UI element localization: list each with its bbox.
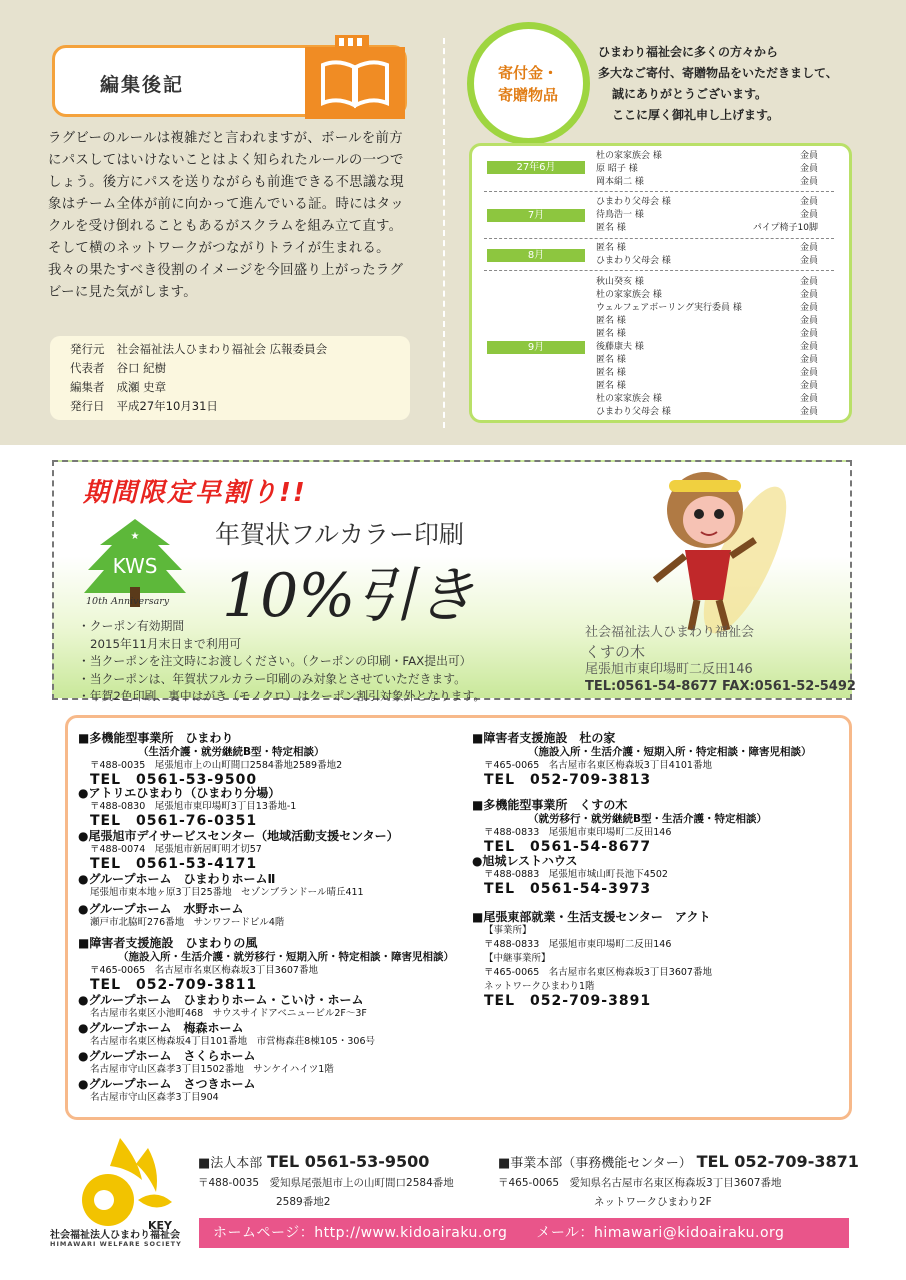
donations-msg-line: ここに厚く御礼申し上げます。	[612, 108, 780, 122]
donor-row: ひまわり父母会 様 金員	[596, 256, 818, 266]
org-logo-english: HIMAWARI WELFARE SOCIETY	[50, 1240, 182, 1248]
coupon-term: ・クーポン有効期間	[78, 619, 185, 633]
facility-name: ●グループホーム 梅森ホーム	[78, 1021, 244, 1035]
facility-act	[472, 910, 712, 1008]
month-label-august: 8月	[487, 249, 585, 262]
facility-tel[interactable]: TEL 052-709-3813	[484, 772, 652, 788]
donations-title-line1: 寄付金・	[497, 64, 558, 82]
facility-mori-no-ie	[472, 731, 812, 787]
coupon-terms	[78, 618, 485, 706]
hq-tel[interactable]: TEL 0561-53-9500	[267, 1152, 430, 1171]
donations-msg-line: 誠にありがとうございます。	[612, 87, 768, 101]
donor-row: 待鳥浩一 様 金員	[596, 210, 818, 220]
donations-title	[478, 62, 578, 106]
donor-row: 杜の家家族会 様 金員	[596, 290, 818, 300]
publisher: 社会福祉法人ひまわり福祉会 広報委員会	[116, 342, 328, 356]
facility-services: （就労移行・就労継続B型・生活介護・特定相談）	[528, 813, 768, 825]
facility-tel[interactable]: TEL 0561-54-3973	[484, 881, 652, 897]
facility-services: （施設入所・生活介護・短期入所・特定相談・障害児相談）	[528, 746, 812, 758]
facility-address: ネットワークひまわり1階	[484, 981, 595, 992]
facility-name: ●グループホーム ひまわりホーム・こいけ・ホーム	[78, 993, 364, 1007]
kws-label: KWS	[112, 554, 158, 578]
website-email-bar[interactable]: ホームページ：http://www.kidoairaku.org メール：himawari@kidoairaku.org	[199, 1218, 849, 1248]
biz-hq-tel[interactable]: TEL 052-709-3871	[696, 1152, 859, 1171]
hq-address-line: 〒488-0035 愛知県尾張旭市上の山町間口2584番地	[198, 1177, 454, 1189]
editor-body: ラグビーのルールは複雑だと言われますが、ボールを前方にパスしてはいけないことはよく知られたルールの一つでしょう。後方にパスを送りながらも前進できる不思議な現象はチーム全体が前に向かって進んでいる証。時にはタックルを受け倒れることもあるがスクラムを組み立て直す。そして横のネットワークがつながりトライが生まれる。我々の果たすべき役割のイメージを今回盛り上がったラグビーに見た気がします。	[48, 131, 404, 300]
facility-office-label: 【事業所】	[484, 925, 532, 936]
publisher-label: 発行元	[70, 342, 105, 356]
facility-address: 〒465-0065 名古屋市名東区梅森坂3丁目4101番地	[484, 760, 712, 771]
facility-address: 〒488-0883 尾張旭市城山町長池下4502	[484, 869, 668, 880]
donor-row: 匿名 様 金員	[596, 355, 818, 365]
facility-day-service	[78, 829, 399, 871]
monkey-mascot-icon	[605, 470, 805, 640]
month-label-june: 27年6月	[487, 161, 585, 174]
facility-address: 〒488-0830 尾張旭市東印場町3丁目13番地-1	[90, 801, 297, 812]
facility-koike-home	[78, 993, 367, 1021]
facility-tel[interactable]: TEL 052-709-3811	[90, 977, 258, 993]
facility-sakura-home	[78, 1049, 334, 1077]
coupon-subtitle: 年賀状フルカラー印刷	[215, 520, 465, 549]
anniversary-label: 10th Anniversary	[86, 596, 170, 607]
facility-himawari-home2	[78, 872, 364, 900]
facility-name: ■多機能型事業所 くすの木	[472, 798, 628, 812]
facility-name: ■障害者支援施設 ひまわりの風	[78, 936, 258, 950]
donations-message	[598, 42, 868, 126]
facility-name: ■尾張東部就業・生活支援センター アクト	[472, 910, 711, 924]
himawari-logo	[60, 1130, 200, 1235]
facility-tel[interactable]: TEL 0561-53-4171	[90, 856, 258, 872]
facility-name: ●旭城レストハウス	[472, 854, 578, 868]
biz-hq-address	[498, 1174, 781, 1212]
donor-row: 匿名 様 金員	[596, 368, 818, 378]
separator	[484, 238, 834, 239]
facility-address: 名古屋市守山区森孝3丁目904	[90, 1092, 219, 1103]
facility-atelier	[78, 786, 296, 828]
representative: 谷口 紀樹	[116, 361, 167, 375]
org-address: 尾張旭市東印場町二反田146	[585, 662, 753, 677]
facility-mizuno-home	[78, 902, 284, 930]
coupon-organization	[585, 624, 754, 680]
donor-row: 匿名 様 金員	[596, 243, 818, 253]
facility-tel[interactable]: TEL 0561-53-9500	[90, 772, 258, 788]
facility-address: 〒488-0833 尾張旭市東印場町二反田146	[484, 827, 672, 838]
facility-tel[interactable]: TEL 0561-76-0351	[90, 813, 258, 829]
coupon-tel: TEL:0561-54-8677 FAX:0561-52-5492	[585, 679, 856, 694]
facility-satsuki-home	[78, 1077, 256, 1105]
facility-name: ●グループホーム さつきホーム	[78, 1077, 256, 1091]
month-label-september: 9月	[487, 341, 585, 354]
book-icon	[305, 35, 405, 119]
donations-msg-line: 多大なご寄付、寄贈物品をいただきまして、	[598, 66, 838, 80]
donor-row: 匿名 様 パイプ椅子10脚	[596, 223, 818, 233]
facility-services: （生活介護・就労継続B型・特定相談）	[138, 746, 325, 758]
donor-row: 後藤康夫 様 金員	[596, 342, 818, 352]
donor-row: 匿名 様 金員	[596, 381, 818, 391]
biz-address-line: 〒465-0065 愛知県名古屋市名東区梅森坂3丁目3607番地	[498, 1177, 782, 1189]
facility-name: ■多機能型事業所 ひまわり	[78, 731, 234, 745]
hq-address-line: 2589番地2	[276, 1196, 331, 1208]
separator	[484, 270, 834, 271]
donations-title-line2: 寄贈物品	[497, 86, 558, 104]
facility-address: 瀬戸市北脇町276番地 サンワフードビル4階	[90, 917, 285, 928]
facility-rest-house	[472, 854, 668, 896]
biz-hq-label: ■事業本部（事務機能センター）	[498, 1156, 692, 1171]
facility-name: ●尾張旭市デイサービスセンター（地域活動支援センター）	[78, 829, 399, 843]
editor-name: 成瀬 史章	[116, 380, 167, 394]
facility-name: ●グループホーム ひまわりホームⅡ	[78, 872, 276, 886]
facility-address: 〒465-0065 名古屋市名東区梅森坂3丁目3607番地	[484, 967, 712, 978]
month-label-july: 7月	[487, 209, 585, 222]
facility-tel[interactable]: TEL 0561-54-8677	[484, 839, 652, 855]
facility-address: 〒488-0833 尾張旭市東印場町二反田146	[484, 939, 672, 950]
facility-address: 〒465-0065 名古屋市名東区梅森坂3丁目3607番地	[90, 965, 318, 976]
svg-text:★: ★	[130, 531, 140, 542]
hq-title	[198, 1152, 429, 1171]
facility-relay-label: 【中継事業所】	[484, 953, 551, 964]
coupon-discount: 10%引き	[222, 561, 476, 631]
org-name: 社会福祉法人ひまわり福祉会	[585, 625, 755, 640]
editor-title: 編集後記	[100, 74, 185, 96]
donor-row: 杜の家家族会 様 金員	[596, 394, 818, 404]
facility-himawari	[78, 731, 342, 787]
donor-row: 杜の家家族会 様 金員	[596, 151, 818, 161]
facility-name: ●グループホーム 水野ホーム	[78, 902, 244, 916]
facility-name: ●グループホーム さくらホーム	[78, 1049, 256, 1063]
publication-info	[50, 336, 410, 420]
divider	[443, 38, 445, 428]
rep-label: 代表者	[70, 361, 105, 375]
donor-row: 岡本絹二 様 金員	[596, 177, 818, 187]
org-logo-name: 社会福祉法人ひまわり福祉会	[50, 1230, 180, 1241]
facility-name: ■障害者支援施設 杜の家	[472, 731, 616, 745]
facility-himawari-kaze	[78, 936, 454, 992]
coupon-term: ・当クーポンを注文時にお渡しください。（クーポンの印刷・FAX提出可）	[78, 654, 472, 668]
donor-row: 匿名 様 金員	[596, 316, 818, 326]
coupon-term: 2015年11月末日まで利用可	[90, 636, 242, 651]
donations-msg-line: ひまわり福祉会に多くの方々から	[598, 45, 779, 59]
publish-date: 平成27年10月31日	[116, 399, 218, 413]
hq-label: ■法人本部	[198, 1156, 263, 1171]
donor-row: ひまわり父母会 様 金員	[596, 197, 818, 207]
facility-address: 名古屋市名東区梅森坂4丁目101番地 市営梅森荘8棟105・306号	[90, 1036, 375, 1047]
facility-address: 尾張旭市東本地ヶ原3丁目25番地 セゾンブランドール晴丘411	[90, 887, 364, 898]
separator	[484, 191, 834, 192]
donor-row: ひまわり父母会 様 金員	[596, 407, 818, 417]
org-facility: くすの木	[585, 642, 646, 661]
date-label: 発行日	[70, 399, 105, 413]
facility-address: 〒488-0074 尾張旭市新居町明才切57	[90, 844, 262, 855]
biz-address-line: ネットワークひまわり2F	[594, 1196, 712, 1208]
facility-umemori-home	[78, 1021, 375, 1049]
coupon-term: ・当クーポンは、年賀状フルカラー印刷のみ対象とさせていただきます。	[78, 671, 466, 686]
facility-kusunoki	[472, 798, 767, 854]
facility-name: ●アトリエひまわり（ひまわり分場）	[78, 786, 281, 800]
facility-address: 名古屋市守山区森孝3丁目1502番地 サンケイハイツ1階	[90, 1064, 334, 1075]
donor-row: 原 昭子 様 金員	[596, 164, 818, 174]
key-label: KEY	[148, 1219, 173, 1232]
coupon-term: ・年賀2色印刷、裏中はがき（モノクロ）はクーポン割引対象外となります。	[78, 689, 486, 703]
biz-hq-title	[498, 1152, 859, 1171]
donor-row: ウェルフェアボーリング実行委員 様 金員	[596, 303, 818, 313]
hq-address	[198, 1174, 454, 1212]
facility-services: （施設入所・生活介護・就労移行・短期入所・特定相談・障害児相談）	[118, 951, 454, 963]
facility-address: 〒488-0035 尾張旭市上の山町間口2584番地2589番地2	[90, 760, 343, 771]
facility-tel[interactable]: TEL 052-709-3891	[484, 993, 652, 1009]
facility-address: 名古屋市名東区小池町468 サウスサイドアベニュービル2F～3F	[90, 1008, 367, 1019]
coupon-headline: 期間限定早割り!!	[83, 478, 307, 508]
donor-row: 秋山癸亥 様 金員	[596, 277, 818, 287]
editor-label: 編集者	[70, 380, 105, 394]
donor-row: 匿名 様 金員	[596, 329, 818, 339]
